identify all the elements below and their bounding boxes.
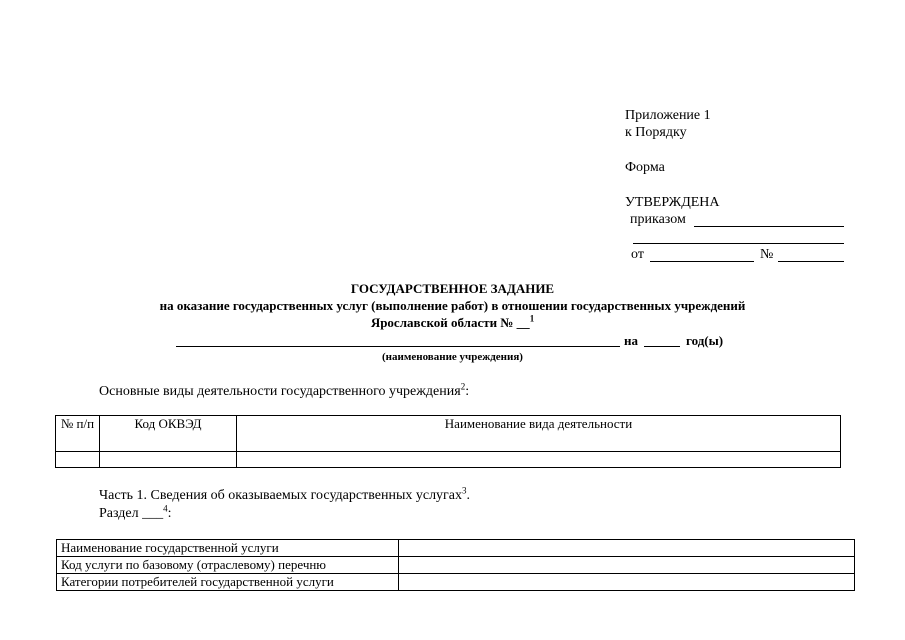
col-okved-header: Код ОКВЭД — [100, 416, 237, 452]
service-name-label: Наименование государственной услуги — [57, 540, 399, 557]
title-subtitle: на оказание государственных услуг (выполнение работ) в отношении государственных учреждений — [159, 298, 746, 313]
approved-label: УТВЕРЖДЕНА — [625, 195, 720, 210]
section-heading — [99, 505, 172, 522]
activities-header-row — [56, 416, 841, 452]
document-title: ГОСУДАРСТВЕННОЕ ЗАДАНИЕ — [350, 281, 555, 296]
order-number-line — [778, 261, 844, 262]
institution-caption: (наименование учреждения) — [382, 351, 523, 363]
part1-dot: . — [466, 488, 471, 503]
activities-text: Основные виды деятельности государственного учреждения — [99, 384, 461, 399]
col-number-header: № п/п — [56, 416, 100, 452]
part1-heading — [99, 487, 470, 504]
activities-empty-row — [56, 452, 841, 468]
annex-label: Приложение 1 — [625, 108, 711, 123]
institution-name-line — [176, 346, 620, 347]
to-order-label: к Порядку — [625, 125, 687, 140]
year-line — [644, 346, 680, 347]
service-name-value — [399, 540, 855, 557]
col-activity-header: Наименование вида деятельности — [237, 416, 841, 452]
by-order-label: приказом — [630, 212, 686, 227]
footnote-2-mark: 2 — [460, 381, 466, 392]
section-text: Раздел ___ — [99, 506, 164, 521]
from-label: от — [631, 247, 644, 262]
order-extra-line — [633, 243, 844, 244]
service-consumers-label: Категории потребителей государственной услуги — [57, 574, 399, 591]
years-label: год(ы) — [686, 333, 724, 348]
section-colon: : — [167, 506, 172, 521]
service-code-label: Код услуги по базовому (отраслевому) перечню — [57, 557, 399, 574]
cell-okved — [100, 452, 237, 468]
services-row — [57, 557, 855, 574]
number-sign: № — [760, 247, 774, 262]
activities-colon: : — [465, 384, 470, 399]
cell-number — [56, 452, 100, 468]
activities-heading — [99, 383, 469, 400]
on-label: на — [624, 333, 638, 348]
title-region-text: Ярославской области № __ — [370, 315, 530, 330]
services-row — [57, 574, 855, 591]
part1-text: Часть 1. Сведения об оказываемых государственных услугах — [99, 488, 463, 503]
footnote-1-mark: 1 — [529, 313, 535, 324]
date-line — [650, 261, 754, 262]
order-name-line — [694, 226, 844, 227]
service-consumers-value — [399, 574, 855, 591]
form-label: Форма — [625, 160, 665, 175]
footnote-4-mark: 4 — [163, 503, 168, 514]
title-region-line — [0, 315, 905, 331]
activities-table — [55, 415, 841, 468]
cell-activity — [237, 452, 841, 468]
services-table — [56, 539, 855, 591]
service-code-value — [399, 557, 855, 574]
footnote-3-mark: 3 — [462, 485, 467, 496]
services-row — [57, 540, 855, 557]
